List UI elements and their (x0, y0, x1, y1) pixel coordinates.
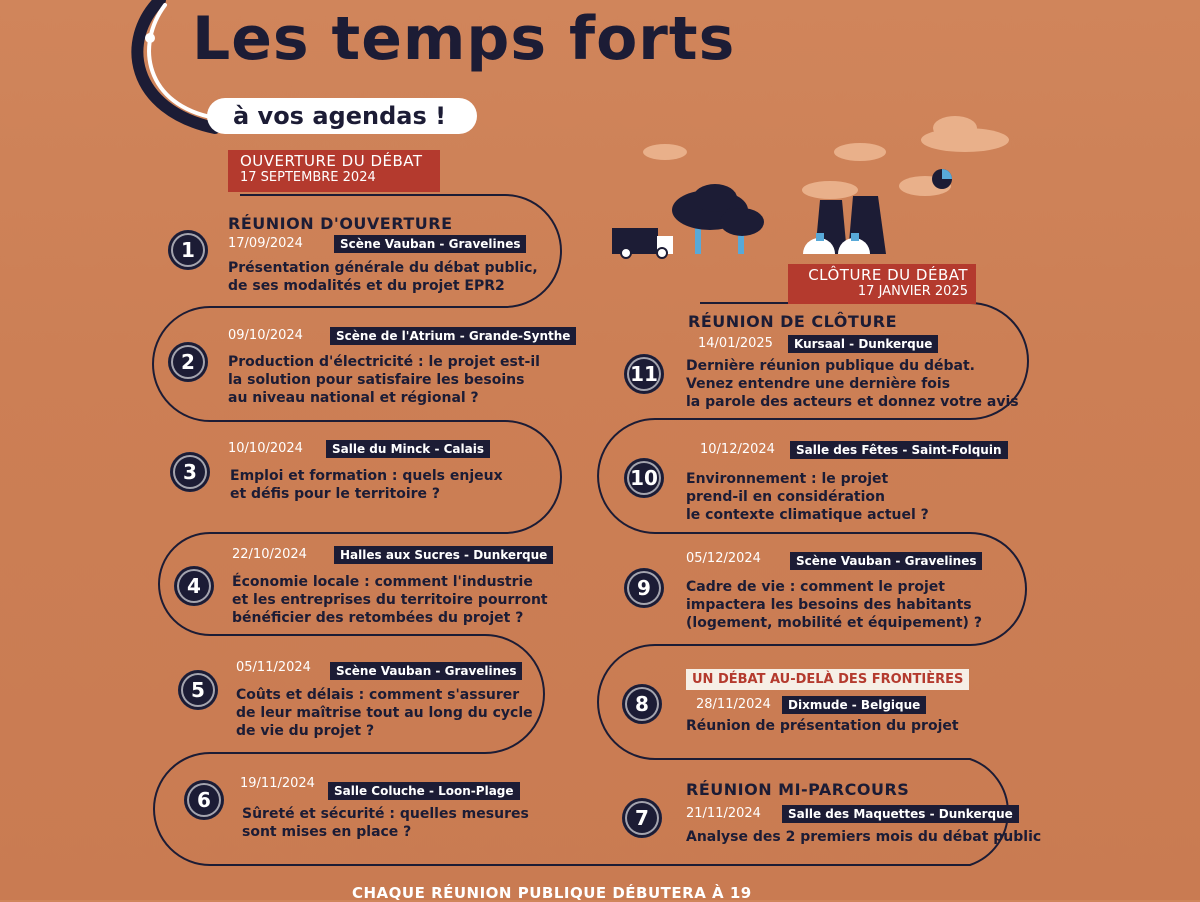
event-11-venue: Kursaal - Dunkerque (788, 335, 938, 353)
event-5-venue: Scène Vauban - Gravelines (330, 662, 522, 680)
event-7-venue: Salle des Maquettes - Dunkerque (782, 805, 1019, 823)
event-8-number: 8 (622, 684, 662, 724)
event-1-venue: Scène Vauban - Gravelines (334, 235, 526, 253)
truck-icon (612, 228, 673, 258)
event-4-date: 22/10/2024 (232, 547, 307, 562)
event-5-number: 5 (178, 670, 218, 710)
event-4-venue: Halles aux Sucres - Dunkerque (334, 546, 553, 564)
event-3-date: 10/10/2024 (228, 441, 303, 456)
event-9-date: 05/12/2024 (686, 551, 761, 566)
event-9-venue: Scène Vauban - Gravelines (790, 552, 982, 570)
event-7-heading: RÉUNION MI-PARCOURS (686, 780, 910, 799)
event-2-venue: Scène de l'Atrium - Grande-Synthe (330, 327, 576, 345)
event-5-date: 05/11/2024 (236, 660, 311, 675)
event-6-venue: Salle Coluche - Loon-Plage (328, 782, 520, 800)
event-4-description: Économie locale : comment l'industrie et les entreprises du territoire pourront bénéficier des retombées du projet ? (232, 574, 548, 626)
event-4-number: 4 (174, 566, 214, 606)
tree-icon (672, 184, 764, 254)
page-title: Les temps forts (192, 4, 736, 74)
closing-date: 17 JANVIER 2025 (857, 284, 968, 299)
event-1-date: 17/09/2024 (228, 236, 303, 251)
event-6-number: 6 (184, 780, 224, 820)
event-1-description: Présentation générale du débat public, de ses modalités et du projet EPR2 (228, 260, 538, 294)
event-6-description: Sûreté et sécurité : quelles mesures sont mises en place ? (242, 806, 529, 840)
event-11-description: Dernière réunion publique du débat. Venez entendre une dernière fois la parole des acteurs et donnez votre avis (686, 358, 1019, 410)
event-7-date: 21/11/2024 (686, 806, 761, 821)
closing-banner (788, 264, 976, 304)
event-7-number: 7 (622, 798, 662, 838)
opening-label: OUVERTURE DU DÉBAT (240, 152, 423, 170)
subtitle-pill: à vos agendas ! (207, 98, 477, 134)
event-2-description: Production d'électricité : le projet est-il la solution pour satisfaire les besoins au niveau national et régional ? (228, 354, 540, 406)
event-2-number: 2 (168, 342, 208, 382)
closing-label: CLÔTURE DU DÉBAT (808, 266, 968, 284)
event-3-venue: Salle du Minck - Calais (326, 440, 490, 458)
event-2-date: 09/10/2024 (228, 328, 303, 343)
event-8-heading: UN DÉBAT AU-DELÀ DES FRONTIÈRES (686, 669, 969, 690)
event-9-number: 9 (624, 568, 664, 608)
event-10-date: 10/12/2024 (700, 442, 775, 457)
opening-banner (228, 150, 440, 192)
event-11-heading: RÉUNION DE CLÔTURE (688, 312, 898, 331)
event-10-description: Environnement : le projet prend-il en considération le contexte climatique actuel ? (686, 471, 929, 523)
event-6-date: 19/11/2024 (240, 776, 315, 791)
event-8-description: Réunion de présentation du projet (686, 718, 959, 734)
event-10-number: 10 (624, 458, 664, 498)
event-1-number: 1 (168, 230, 208, 270)
event-3-description: Emploi et formation : quels enjeux et défis pour le territoire ? (230, 468, 503, 502)
event-5-description: Coûts et délais : comment s'assurer de leur maîtrise tout au long du cycle de vie du projet ? (236, 687, 533, 739)
event-10-venue: Salle des Fêtes - Saint-Folquin (790, 441, 1008, 459)
event-1-heading: RÉUNION D'OUVERTURE (228, 214, 453, 233)
event-8-venue: Dixmude - Belgique (782, 696, 926, 714)
footer-note: CHAQUE RÉUNION PUBLIQUE DÉBUTERA À 19 (352, 884, 752, 902)
event-11-number: 11 (624, 354, 664, 394)
event-11-date: 14/01/2025 (698, 336, 773, 351)
event-8-date: 28/11/2024 (696, 697, 771, 712)
opening-date: 17 SEPTEMBRE 2024 (240, 170, 376, 185)
event-3-number: 3 (170, 452, 210, 492)
event-7-description: Analyse des 2 premiers mois du débat public (686, 829, 1042, 845)
event-9-description: Cadre de vie : comment le projet impactera les besoins des habitants (logement, mobilité et équipement) ? (686, 579, 982, 631)
